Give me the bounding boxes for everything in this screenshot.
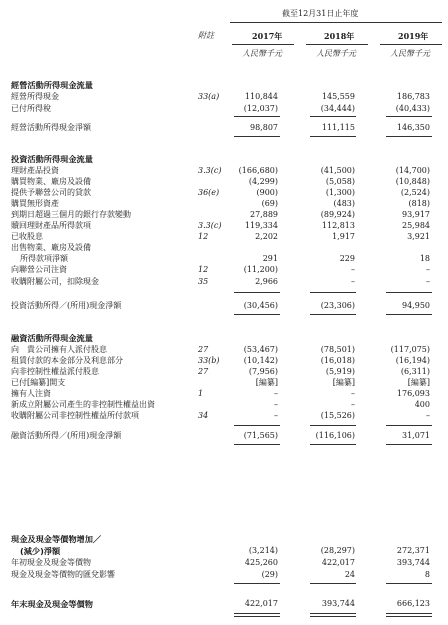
row-label: 收購附屬公司，扣除現金	[11, 277, 99, 286]
grand-total-rule-2017	[234, 613, 280, 617]
value-2017: (166,680)	[238, 166, 278, 175]
value-2017: (900)	[256, 188, 278, 197]
value-2017: (29)	[261, 570, 278, 579]
subtotal-rule-2017	[234, 292, 280, 293]
value-2018: (15,526)	[320, 411, 355, 420]
total-rule-2018	[310, 444, 356, 445]
row-note: 34	[198, 411, 209, 420]
unit-2019: 人民幣千元	[390, 49, 430, 58]
row-label: 向 貴公司擁有人派付股息	[11, 345, 107, 354]
table-row	[0, 533, 448, 545]
row-note: 12	[198, 265, 209, 274]
value-2018: (16,018)	[320, 356, 355, 365]
year-rule-2017	[232, 44, 294, 45]
row-label: 現金及現金等價物的匯兌影響	[11, 570, 115, 579]
table-row	[0, 332, 448, 344]
section-heading-operating: 經營活動所得現金流量	[11, 80, 93, 90]
value-2018: (5,058)	[325, 177, 355, 186]
table-row	[0, 410, 448, 422]
value-2018: –	[351, 389, 355, 398]
year-rule-2019	[380, 44, 442, 45]
value-2017: –	[274, 400, 278, 409]
subtotal-rule-2019	[386, 425, 432, 426]
value-2018: (1,300)	[325, 188, 355, 197]
row-label: 投資活動所得／(所用)現金淨額	[11, 301, 122, 310]
subtotal-rule-2018	[310, 116, 356, 117]
value-2019: 176,093	[396, 389, 430, 398]
table-row	[0, 569, 448, 581]
row-label: 提供予聯營公司的貸款	[11, 188, 91, 197]
value-2017: (4,299)	[248, 177, 278, 186]
row-label: 贖回理財產品所得款項	[11, 221, 91, 230]
year-2018-header: 2018年	[324, 31, 355, 41]
year-rule-2018	[306, 44, 368, 45]
value-2019: –	[426, 277, 430, 286]
period-rule	[230, 22, 442, 23]
value-2018: 422,017	[321, 558, 355, 567]
row-label: 擁有人注資	[11, 389, 51, 398]
value-2017: (30,456)	[243, 301, 278, 310]
value-2018: [編纂]	[332, 378, 355, 387]
value-2017: 2,202	[255, 232, 278, 241]
value-2017: 98,807	[250, 123, 278, 132]
value-2017: 110,844	[244, 92, 278, 101]
year-2017-header: 2017年	[252, 31, 283, 41]
value-2019: (16,194)	[395, 356, 430, 365]
table-row	[0, 300, 448, 312]
table-row	[0, 103, 448, 115]
total-rule-2017	[234, 314, 280, 315]
value-2017: –	[274, 411, 278, 420]
row-label: 購買物業、廠房及設備	[11, 177, 91, 186]
value-2017: (10,142)	[243, 356, 278, 365]
row-note: 33(a)	[198, 92, 220, 101]
row-label: 融資活動所得／(所用)現金淨額	[11, 431, 122, 440]
total-rule-2019	[386, 314, 432, 315]
value-2017: 119,334	[244, 221, 278, 230]
row-label: (減少)淨額	[20, 546, 61, 556]
value-2019: 25,984	[402, 221, 430, 230]
value-2017: (12,037)	[243, 104, 278, 113]
value-2018: (28,297)	[320, 546, 355, 555]
table-row	[0, 264, 448, 276]
unit-2017: 人民幣千元	[242, 49, 282, 58]
table-row	[0, 557, 448, 569]
row-label: 收購附屬公司非控制性權益所付款項	[11, 411, 139, 420]
total-rule-2017	[234, 444, 280, 445]
row-label: 理財產品投資	[11, 166, 59, 175]
value-2019: –	[426, 411, 430, 420]
row-label: 已收股息	[11, 232, 43, 241]
row-label: 經營活動所得現金淨額	[11, 123, 91, 132]
table-row	[0, 79, 448, 91]
value-2018: 112,813	[321, 221, 355, 230]
value-2019: 93,917	[402, 210, 430, 219]
value-2017: 291	[262, 254, 278, 263]
value-2019: (10,848)	[395, 177, 430, 186]
value-2019: (6,311)	[400, 367, 430, 376]
value-2017: (7,956)	[248, 367, 278, 376]
value-2019: (40,433)	[395, 104, 430, 113]
subtotal-rule-2017	[234, 583, 280, 584]
row-label: 新成立附屬公司產生的非控制性權益出資	[11, 400, 155, 409]
total-rule-2019	[386, 136, 432, 137]
subtotal-rule-2017	[234, 116, 280, 117]
value-2019: (818)	[408, 199, 430, 208]
value-2019: 18	[419, 254, 430, 263]
subtotal-rule-2019	[386, 292, 432, 293]
table-row	[0, 153, 448, 165]
table-row	[0, 122, 448, 134]
value-2018: (41,500)	[320, 166, 355, 175]
value-2019: [編纂]	[407, 378, 430, 387]
subtotal-rule-2018	[310, 583, 356, 584]
row-label: 年末現金及現金等價物	[11, 599, 93, 609]
row-label: 現金及現金等價物增加／	[11, 534, 102, 544]
total-rule-2017	[234, 136, 280, 137]
value-2017: (11,200)	[243, 265, 278, 274]
value-2019: 186,783	[396, 92, 430, 101]
row-label: 出售物業、廠房及設備	[11, 243, 91, 252]
value-2019: 393,744	[396, 558, 430, 567]
value-2018: 24	[344, 570, 355, 579]
row-note: 35	[198, 277, 209, 286]
value-2017: (53,467)	[243, 345, 278, 354]
value-2018: (89,924)	[320, 210, 355, 219]
row-note: 3.3(c)	[198, 221, 222, 230]
value-2018: (23,306)	[320, 301, 355, 310]
subtotal-rule-2019	[386, 583, 432, 584]
table-row	[0, 276, 448, 288]
value-2017: 27,889	[250, 210, 278, 219]
value-2019: (2,524)	[400, 188, 430, 197]
row-note: 1	[198, 389, 204, 398]
value-2018: –	[351, 265, 355, 274]
value-2019: 272,371	[396, 546, 430, 555]
value-2019: 146,350	[396, 123, 430, 132]
subtotal-rule-2019	[386, 116, 432, 117]
value-2018: (5,919)	[325, 367, 355, 376]
value-2018: –	[351, 277, 355, 286]
section-heading-investing: 投資活動所得現金流量	[11, 154, 93, 164]
value-2017: –	[274, 389, 278, 398]
row-label: 已付[編纂]開支	[11, 378, 66, 387]
row-label: 向聯營公司注資	[11, 265, 67, 274]
note-column-header: 附註	[198, 31, 214, 40]
subtotal-rule-2017	[234, 425, 280, 426]
table-row	[0, 430, 448, 442]
value-2018: (483)	[333, 199, 355, 208]
year-2019-header: 2019年	[398, 31, 429, 41]
value-2019: 31,071	[402, 431, 430, 440]
period-heading: 截至12月31日止年度	[282, 9, 359, 18]
subtotal-rule-2018	[310, 425, 356, 426]
value-2019: 8	[424, 570, 430, 579]
unit-2018: 人民幣千元	[316, 49, 356, 58]
value-2017: 425,260	[244, 558, 278, 567]
value-2019: (117,075)	[390, 345, 430, 354]
value-2017: (3,214)	[248, 546, 278, 555]
value-2018: (34,444)	[320, 104, 355, 113]
value-2017: [編纂]	[255, 378, 278, 387]
value-2018: 145,559	[321, 92, 355, 101]
section-heading-financing: 融資活動所得現金流量	[11, 333, 93, 343]
value-2018: 229	[339, 254, 355, 263]
value-2019: (14,700)	[395, 166, 430, 175]
total-rule-2019	[386, 444, 432, 445]
row-note: 27	[198, 367, 209, 376]
value-2017: 422,017	[244, 599, 278, 608]
row-label: 向非控制性權益派付股息	[11, 367, 99, 376]
table-row	[0, 91, 448, 103]
grand-total-rule-2018	[310, 613, 356, 617]
row-label: 已付所得稅	[11, 104, 51, 113]
row-note: 33(b)	[198, 356, 220, 365]
row-label: 租賃付款的本金部分及利息部分	[11, 356, 123, 365]
value-2017: (71,565)	[243, 431, 278, 440]
row-note: 3.3(c)	[198, 166, 222, 175]
value-2018: 111,115	[321, 123, 355, 132]
value-2018: 393,744	[321, 599, 355, 608]
total-rule-2018	[310, 136, 356, 137]
grand-total-rule-2019	[386, 613, 432, 617]
subtotal-rule-2018	[310, 292, 356, 293]
value-2019: 3,921	[407, 232, 430, 241]
row-label: 年初現金及現金等價物	[11, 558, 91, 567]
value-2019: 666,123	[396, 599, 430, 608]
row-label: 到期日超過三個月的銀行存款變動	[11, 210, 131, 219]
row-label: 經營所得現金	[11, 92, 59, 101]
row-note: 12	[198, 232, 209, 241]
value-2019: 94,950	[402, 301, 430, 310]
row-label: 所得款項淨額	[20, 254, 68, 263]
value-2018: –	[351, 400, 355, 409]
row-note: 36(e)	[198, 188, 220, 197]
value-2017: 2,966	[255, 277, 278, 286]
row-note: 27	[198, 345, 209, 354]
total-rule-2018	[310, 314, 356, 315]
table-row	[0, 598, 448, 610]
value-2018: (78,501)	[320, 345, 355, 354]
row-label: 購買無形資產	[11, 199, 59, 208]
value-2018: (116,106)	[315, 431, 355, 440]
value-2017: (69)	[261, 199, 278, 208]
value-2018: 1,917	[332, 232, 355, 241]
table-row	[0, 545, 448, 557]
value-2019: –	[426, 265, 430, 274]
value-2019: 400	[414, 400, 430, 409]
